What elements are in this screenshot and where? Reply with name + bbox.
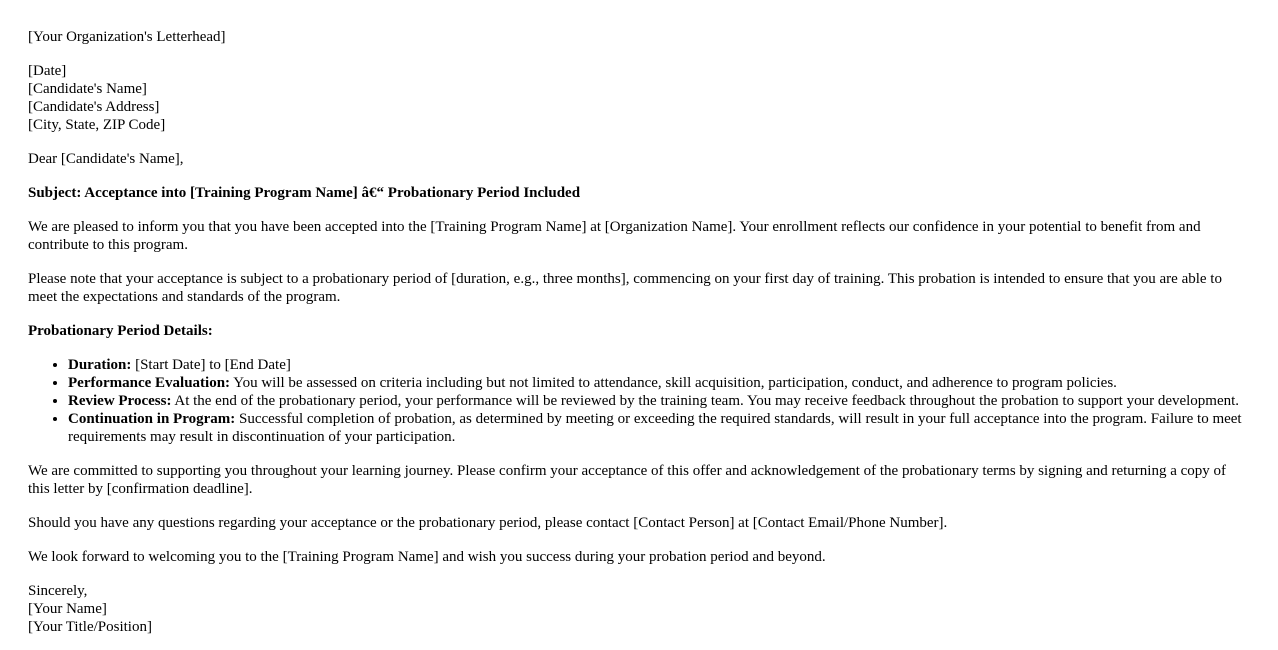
signer-name: [Your Name] xyxy=(28,601,107,617)
list-item-label: Duration: xyxy=(68,357,132,373)
list-item-performance-evaluation xyxy=(68,374,1250,392)
signer-title: [Your Title/Position] xyxy=(28,619,152,635)
intro-paragraph: We are pleased to inform you that you have been accepted into the [Training Program Name] at [Organization Name]. Your enrollment reflects our confidence in your potential to benefit from and contribute to this program. xyxy=(28,219,1201,253)
commitment-paragraph: We are committed to supporting you throughout your learning journey. Please confirm your acceptance of this offer and acknowledgement of the probationary terms by signing and returning a copy of this letter by [confirmation deadline]. xyxy=(28,463,1227,497)
candidate-address: [Candidate's Address] xyxy=(28,99,160,115)
list-item-text: You will be assessed on criteria including but not limited to attendance, skill acquisition, participation, conduct, and adherence to program policies. xyxy=(230,375,1117,391)
probation-note-paragraph: Please note that your acceptance is subject to a probationary period of [duration, e.g., three months], commencing on your first day of training. This probation is intended to ensure that you are able to meet the expectations and standards of the program. xyxy=(28,271,1222,305)
signature-block xyxy=(28,582,1250,636)
subject-line: Subject: Acceptance into [Training Program Name] â€“ Probationary Period Included xyxy=(28,185,581,201)
list-item-label: Continuation in Program: xyxy=(68,411,236,427)
letterhead: [Your Organization's Letterhead] xyxy=(28,29,226,45)
list-item-review-process xyxy=(68,392,1250,410)
probation-details-list xyxy=(28,356,1250,446)
candidate-city-state-zip: [City, State, ZIP Code] xyxy=(28,117,166,133)
list-item-text: Successful completion of probation, as determined by meeting or exceeding the required standards, will result in your full acceptance into the program. Failure to meet requirements may result in discontinuation of your participation. xyxy=(68,411,1242,445)
list-item-continuation xyxy=(68,410,1250,446)
questions-paragraph: Should you have any questions regarding your acceptance or the probationary period, please contact [Contact Person] at [Contact Email/Phone Number]. xyxy=(28,515,948,531)
closing-wish-paragraph: We look forward to welcoming you to the [Training Program Name] and wish you success during your probation period and beyond. xyxy=(28,549,826,565)
list-item-text: [Start Date] to [End Date] xyxy=(131,357,291,373)
list-item-duration xyxy=(68,356,1250,374)
salutation: Dear [Candidate's Name], xyxy=(28,151,184,167)
letter-date: [Date] xyxy=(28,63,67,79)
list-item-label: Review Process: xyxy=(68,393,172,409)
probation-details-heading: Probationary Period Details: xyxy=(28,323,213,339)
candidate-name: [Candidate's Name] xyxy=(28,81,147,97)
recipient-block xyxy=(28,62,1250,134)
list-item-label: Performance Evaluation: xyxy=(68,375,231,391)
valediction: Sincerely, xyxy=(28,583,88,599)
list-item-text: At the end of the probationary period, your performance will be reviewed by the training team. You may receive feedback throughout the probation to support your development. xyxy=(171,393,1240,409)
